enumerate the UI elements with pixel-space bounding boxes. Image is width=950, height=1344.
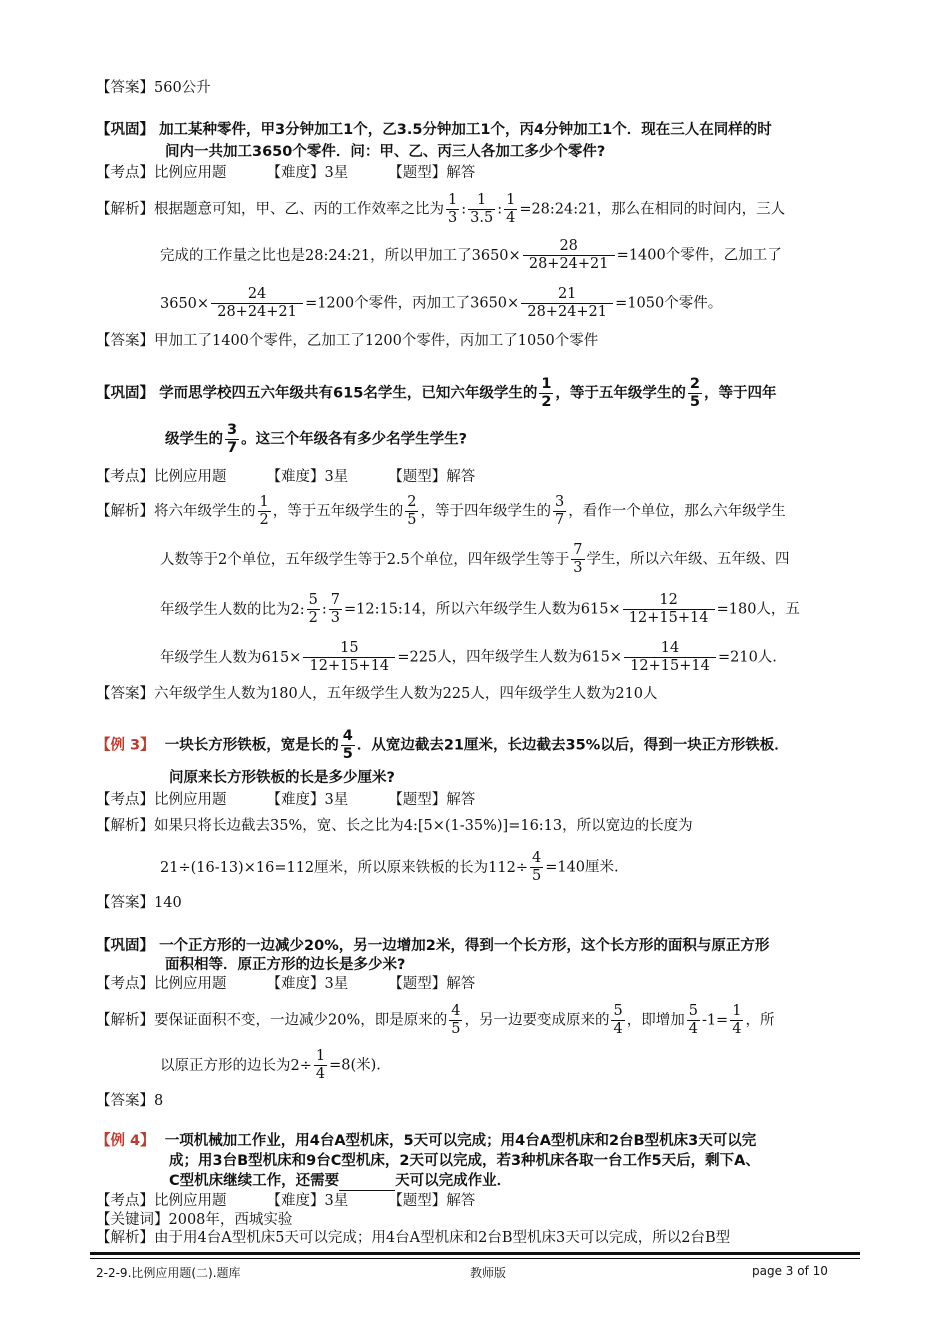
fraction: $\frac{24}{28+24+21}$ — [211, 286, 303, 321]
meta-difficulty: 【难度】3星 — [266, 165, 349, 181]
fraction: $\frac{1}{3.5}$ — [470, 192, 494, 226]
question-line: 【巩固】 一个正方形的一边减少20%，另一边增加2米，得到一个长方形，这个长方形的面积与原正方形 — [96, 938, 770, 954]
fraction: $\frac{5}{4}$ — [688, 1003, 698, 1037]
solution-line: 年级学生人数的比为2: $\frac{5}{2}$ : $\frac{7}{3}$ =12:15:14，所以六年级学生人数为615× $\frac{12}{12+15+14}$ =180人，五 — [160, 592, 800, 626]
keyword-line: 【关键词】2008年，西城实验 — [96, 1212, 293, 1228]
fraction: $\frac{4}{5}$ — [342, 728, 353, 762]
footer-rule — [90, 1258, 860, 1259]
solution-line: 完成的工作量之比也是28:24:21，所以甲加工了3650× $\frac{28}{28+24+21}$ =1400个零件，乙加工了 — [160, 238, 782, 272]
fraction: $\frac{7}{3}$ — [573, 542, 583, 576]
fraction: $\frac{3}{7}$ — [554, 494, 565, 528]
fraction: $\frac{2}{5}$ — [407, 494, 417, 528]
question-line — [96, 120, 866, 140]
footer-rule — [90, 1252, 860, 1255]
fraction: $\frac{5}{4}$ — [613, 1003, 623, 1037]
fraction: $\frac{14}{12+15+14}$ — [624, 640, 716, 675]
fraction: $\frac{1}{4}$ — [732, 1003, 742, 1037]
fraction: $\frac{28}{28+24+21}$ — [523, 238, 615, 273]
solution-line: 【解析】如果只将长边截去35%，宽、长之比为4:[5×(1-35%)]=16:13，所以宽边的长度为 — [96, 818, 693, 834]
example-line: C型机床继续工作，还需要 天可以完成作业． — [169, 1173, 512, 1189]
meta-line: 【考点】比例应用题 【难度】3星 【题型】解答 — [96, 1193, 476, 1209]
answer-line: 【答案】8 — [96, 1093, 164, 1109]
fraction: $\frac{1}{2}$ — [541, 376, 552, 410]
answer-line: 【答案】甲加工了1400个零件，乙加工了1200个零件，丙加工了1050个零件 — [96, 333, 599, 349]
fraction: $\frac{7}{3}$ — [330, 592, 340, 626]
meta-line: 【考点】比例应用题 【难度】3星 【题型】解答 — [96, 976, 476, 992]
meta-line — [96, 163, 866, 183]
answer-blank — [339, 1176, 395, 1191]
answer-line: 【答案】六年级学生人数为180人，五年级学生人数为225人，四年级学生人数为210人 — [96, 686, 658, 702]
question-line: 【巩固】 学而思学校四五六年级共有615名学生，已知六年级学生的 $\frac{1}{2}$ ，等于五年级学生的 $\frac{2}{5}$ ，等于四年 — [96, 376, 777, 410]
answer-line: 【答案】140 — [96, 895, 182, 911]
solution-line: 3650× $\frac{24}{28+24+21}$ =1200个零件，丙加工了3650× $\frac{21}{28+24+21}$ =1050个零件。 — [160, 286, 723, 320]
meta-type: 【题型】解答 — [388, 165, 476, 181]
fraction: $\frac{12}{12+15+14}$ — [623, 592, 715, 627]
meta-line: 【考点】比例应用题 【难度】3星 【题型】解答 — [96, 792, 476, 808]
fraction: $\frac{5}{2}$ — [308, 592, 318, 626]
solution-line: 年级学生人数为615× $\frac{15}{12+15+14}$ =225人，四年级学生人数为615× $\frac{14}{12+15+14}$ =210人. — [160, 640, 777, 674]
question-line: 间内一共加工3650个零件．问：甲、乙、丙三人各加工多少个零件? — [165, 144, 606, 160]
fraction: $\frac{15}{12+15+14}$ — [303, 640, 395, 675]
fraction: $\frac{1}{4}$ — [315, 1048, 326, 1082]
example-tag: 【例 4】 — [96, 1133, 155, 1149]
example-line: 【例 4】 一项机械加工作业，用4台A型机床，5天可以完成；用4台A型机床和2台B型机床3天可以完 — [96, 1133, 757, 1149]
example-tag: 【例 3】 — [96, 737, 155, 754]
example-line: 【例 3】 一块长方形铁板，宽是长的 $\frac{4}{5}$ ．从宽边截去21厘米，长边截去35%以后，得到一块正方形铁板． — [96, 728, 789, 762]
solution-line: 【解析】由于用4台A型机床5天可以完成；用4台A型机床和2台B型机床3天可以完成，所以2台B型 — [96, 1230, 731, 1246]
solution-line: 【解析】要保证面积不变，一边减少20%，即是原来的 $\frac{4}{5}$ ，另一边要变成原来的 $\frac{5}{4}$ ，即增加 $\frac{5}{4}$ -1= $\frac{1}{4}$ ，所 — [96, 1003, 775, 1037]
meta-topic: 【考点】比例应用题 — [96, 165, 227, 181]
fraction: $\frac{1}{2}$ — [259, 494, 269, 528]
solution-line: 人数等于2个单位，五年级学生等于2.5个单位，四年级学生等于 $\frac{7}{3}$ 学生，所以六年级、五年级、四 — [160, 542, 790, 576]
fraction: $\frac{21}{28+24+21}$ — [521, 286, 613, 321]
fraction: $\frac{1}{4}$ — [506, 192, 516, 226]
answer-line: 【答案】560公升 — [96, 80, 211, 96]
solution-line: 【解析】将六年级学生的 $\frac{1}{2}$ ，等于五年级学生的 $\frac{2}{5}$ ，等于四年级学生的 $\frac{3}{7}$ ，看作一个单位，那么六年级学生 — [96, 494, 786, 528]
fraction: $\frac{4}{5}$ — [451, 1003, 461, 1037]
footer-page-number: page 3 of 10 — [752, 1264, 828, 1278]
footer-title: 2-2-9.比例应用题(二).题库 — [96, 1266, 241, 1280]
solution-line: 以原正方形的边长为2÷ $\frac{1}{4}$ =8(米). — [160, 1048, 381, 1082]
fraction: $\frac{2}{5}$ — [689, 376, 701, 410]
fraction: $\frac{1}{3}$ — [448, 192, 458, 226]
question-line: 级学生的 $\frac{3}{7}$ 。这三个年级各有多少名学生学生? — [165, 422, 468, 456]
question-tag: 【巩固】 — [96, 122, 154, 138]
fraction: $\frac{3}{7}$ — [227, 422, 238, 456]
footer-edition: 教师版 — [470, 1266, 507, 1280]
fraction: $\frac{4}{5}$ — [531, 850, 542, 884]
example-line: 问原来长方形铁板的长是多少厘米? — [169, 770, 395, 786]
example-line: 成；用3台B型机床和9台C型机床，2天可以完成，若3种机床各取一台工作5天后，剩下A、 — [169, 1153, 760, 1169]
question-text: 加工某种零件，甲3分钟加工1个，乙3.5分钟加工1个，丙4分钟加工1个．现在三人在同样的时 — [159, 122, 772, 138]
meta-line: 【考点】比例应用题 【难度】3星 【题型】解答 — [96, 469, 476, 485]
solution-line: 21÷(16-13)×16=112厘米，所以原来铁板的长为112÷ $\frac{4}{5}$ =140厘米. — [160, 850, 619, 884]
question-line: 面积相等．原正方形的边长是多少米? — [165, 957, 406, 973]
solution-line: 【解析】根据题意可知，甲、乙、丙的工作效率之比为 $\frac{1}{3}$ : $\frac{1}{3.5}$ : $\frac{1}{4}$ =28:24:21，那么在相同的时间内，三人 — [96, 192, 786, 226]
